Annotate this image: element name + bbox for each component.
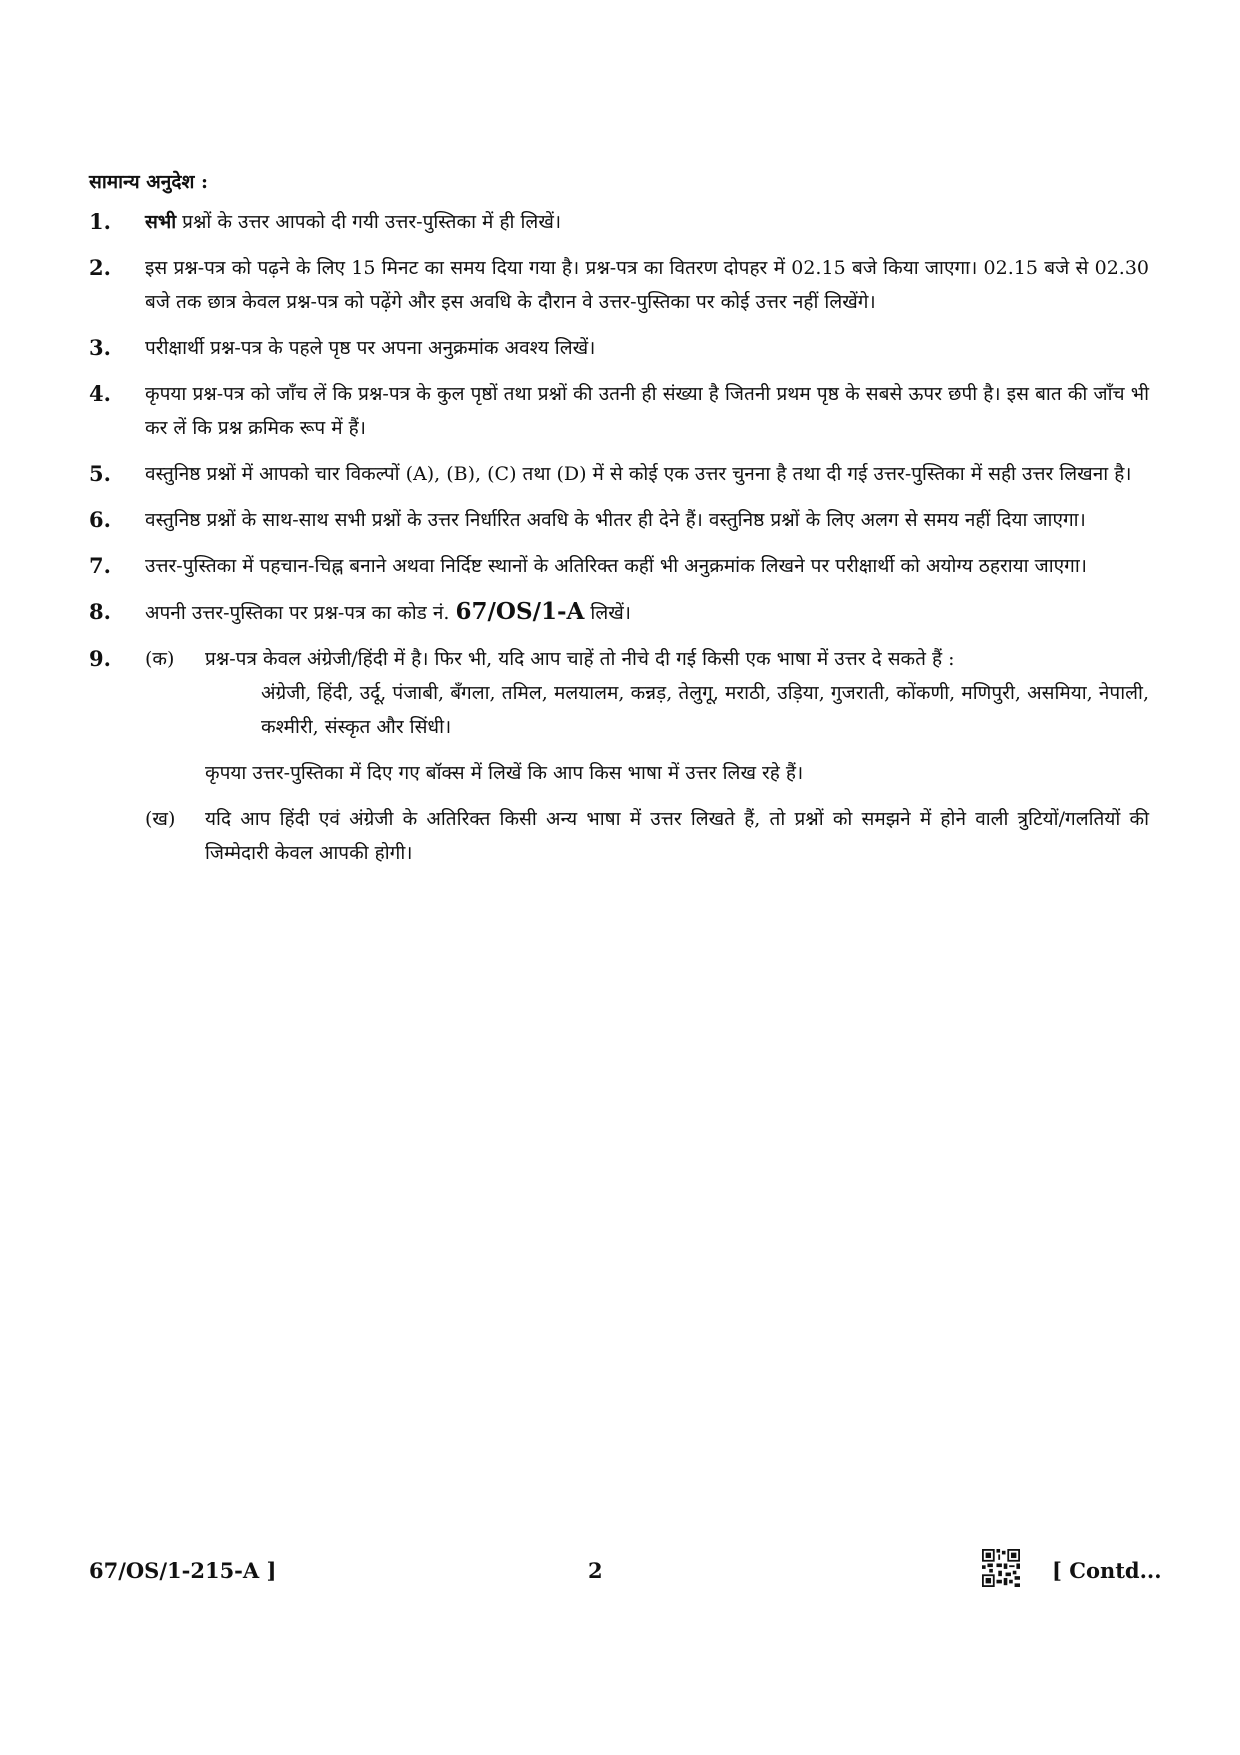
instruction-item-6 [89, 503, 1149, 537]
item-number: 2. [89, 255, 111, 280]
instruction-item-7 [89, 549, 1149, 583]
instruction-item-2 [89, 251, 1149, 319]
sub-item-text: यदि आप हिंदी एवं अंग्रेजी के अतिरिक्त किसी अन्य भाषा में उत्तर लिखते हैं, तो प्रश्नों को समझने में होने वाली त्रुटियों/गलतियों की जिम्मेदारी केवल आपकी होगी। [205, 808, 1149, 864]
item-number: 3. [89, 335, 111, 360]
instruction-item-5 [89, 457, 1149, 491]
footer-paper-code: 67/OS/1-215-A ] [89, 1558, 277, 1583]
instruction-item-3 [89, 331, 1149, 365]
sub-item-b [145, 802, 1149, 870]
item-number: 8. [89, 599, 111, 624]
item-bold-word: सभी [145, 211, 177, 233]
item-text: वस्तुनिष्ठ प्रश्नों में आपको चार विकल्पों (A), (B), (C) तथा (D) में से कोई एक उत्तर चुनना है तथा दी गई उत्तर-पुस्तिका में सही उत्तर लिखना है। [145, 463, 1132, 485]
item-text-before: अपनी उत्तर-पुस्तिका पर प्रश्न-पत्र का कोड नं. [145, 602, 456, 624]
qr-code-icon [982, 1549, 1020, 1587]
instruction-item-1 [89, 205, 1149, 239]
item-text-rest: प्रश्नों के उत्तर आपको दी गयी उत्तर-पुस्तिका में ही लिखें। [176, 211, 562, 233]
item-9-body [145, 642, 1149, 870]
item-text: इस प्रश्न-पत्र को पढ़ने के लिए 15 मिनट का समय दिया गया है। प्रश्न-पत्र का वितरण दोपहर में 02.15 बजे किया जाएगा। 02.15 बजे से 02.30 बजे तक छात्र केवल प्रश्न-पत्र को पढ़ेंगे और इस अवधि के दौरान वे उत्तर-पुस्तिका पर कोई उत्तर नहीं लिखेंगे। [145, 257, 1149, 313]
page-number: 2 [588, 1558, 603, 1583]
item-number: 5. [89, 461, 111, 486]
instruction-item-8 [89, 595, 1149, 630]
general-instructions-heading: सामान्य अनुदेश : [89, 171, 208, 193]
instruction-item-4 [89, 377, 1149, 445]
sub-item-label: (ख) [145, 808, 176, 830]
item-text [145, 205, 1149, 239]
item-text: कृपया प्रश्न-पत्र को जाँच लें कि प्रश्न-पत्र के कुल पृष्ठों तथा प्रश्नों की उतनी ही संख्या है जितनी प्रथम पृष्ठ के सबसे ऊपर छपी है। इस बात की जाँच भी कर लें कि प्रश्न क्रमिक रूप में हैं। [145, 383, 1149, 439]
item-number: 9. [89, 646, 111, 671]
item-text: उत्तर-पुस्तिका में पहचान-चिह्न बनाने अथवा निर्दिष्ट स्थानों के अतिरिक्त कहीं भी अनुक्रमांक लिखने पर परीक्षार्थी को अयोग्य ठहराया जाएगा। [145, 555, 1087, 577]
sub-item-a [145, 642, 1149, 676]
item-text: परीक्षार्थी प्रश्न-पत्र के पहले पृष्ठ पर अपना अनुक्रमांक अवश्य लिखें। [145, 337, 596, 359]
sub-item-text: प्रश्न-पत्र केवल अंग्रेजी/हिंदी में है। फिर भी, यदि आप चाहें तो नीचे दी गई किसी एक भाषा में उत्तर दे सकते हैं : [205, 648, 955, 670]
languages-list: अंग्रेजी, हिंदी, उर्दू, पंजाबी, बँगला, तमिल, मलयालम, कन्नड़, तेलुगू, मराठी, उड़िया, गुजराती, कोंकणी, मणिपुरी, असमिया, नेपाली, कश्मीरी, संस्कृत और सिंधी। [261, 682, 1149, 738]
continued-label: [ Contd... [1052, 1558, 1162, 1583]
language-box-note: कृपया उत्तर-पुस्तिका में दिए गए बॉक्स में लिखें कि आप किस भाषा में उत्तर लिख रहे हैं। [205, 762, 804, 784]
item-number: 7. [89, 553, 111, 578]
sub-item-label: (क) [145, 648, 175, 670]
item-text [145, 595, 1149, 630]
instruction-item-9 [89, 642, 1149, 870]
item-number: 4. [89, 381, 111, 406]
paper-code: 67/OS/1-A [455, 598, 585, 625]
instructions-list [89, 205, 1149, 882]
item-text-after: लिखें। [584, 602, 631, 624]
item-text: वस्तुनिष्ठ प्रश्नों के साथ-साथ सभी प्रश्नों के उत्तर निर्धारित अवधि के भीतर ही देने हैं। वस्तुनिष्ठ प्रश्नों के लिए अलग से समय नहीं दिया जाएगा। [145, 509, 1086, 531]
item-number: 1. [89, 209, 111, 234]
item-number: 6. [89, 507, 111, 532]
